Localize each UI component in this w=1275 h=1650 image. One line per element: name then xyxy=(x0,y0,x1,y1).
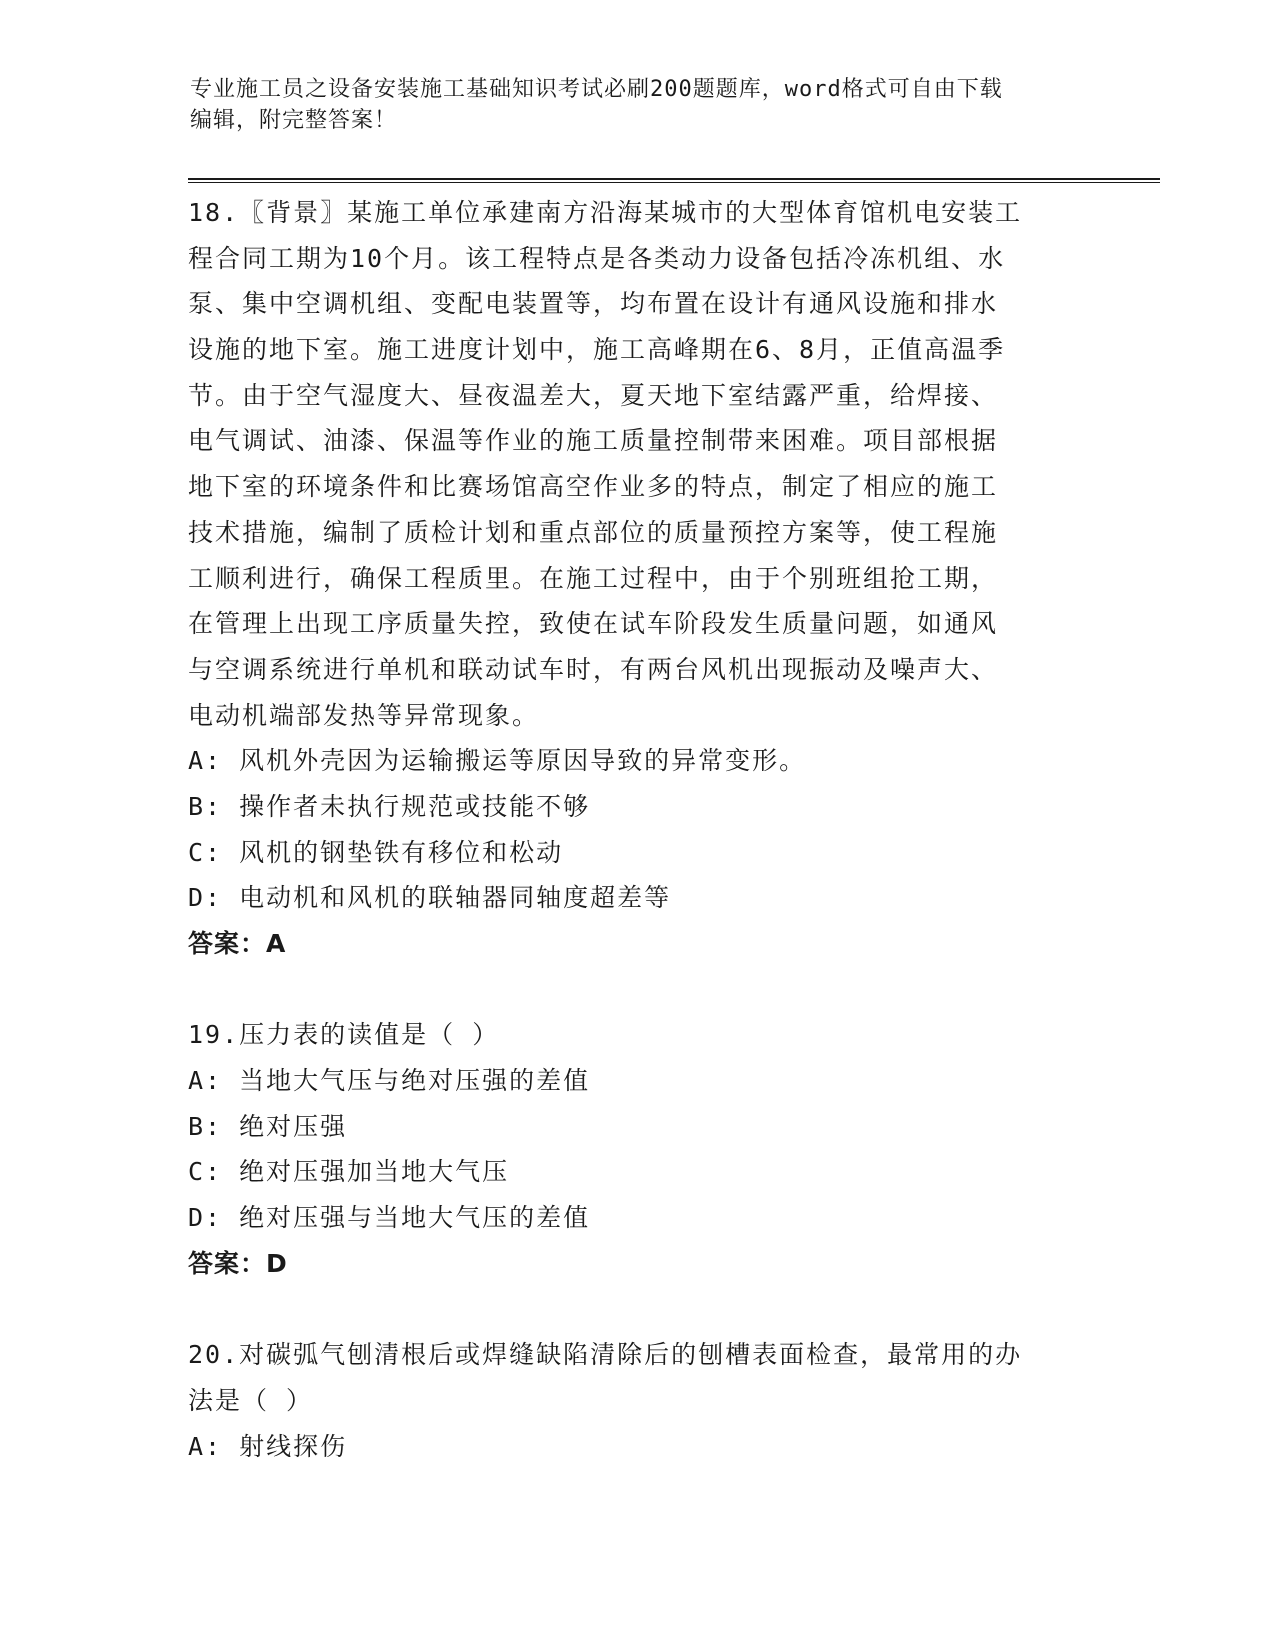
question-stem-line: 在管理上出现工序质量失控，致使在试车阶段发生质量问题，如通风 xyxy=(188,609,999,639)
question-stem-line: 泵、集中空调机组、变配电装置等，均布置在设计有通风设施和排水 xyxy=(188,289,999,319)
question-stem-line: 电气调试、油漆、保温等作业的施工质量控制带来困难。项目部根据 xyxy=(188,426,999,456)
question-spacer xyxy=(188,1287,1088,1333)
question-stem-line: 法是（ ） xyxy=(188,1385,314,1415)
answer-label: 答案：A xyxy=(188,929,287,958)
question-list xyxy=(188,190,1088,1469)
header-line-1: 专业施工员之设备安装施工基础知识考试必刷200题题库，word格式可自由下载 xyxy=(190,77,1003,102)
question-20 xyxy=(188,1332,1088,1469)
option-b: B: 绝对压强 xyxy=(188,1111,348,1141)
question-19 xyxy=(188,1012,1088,1286)
header-line-2: 编辑，附完整答案！ xyxy=(190,108,398,133)
option-c: C: 风机的钢垫铁有移位和松动 xyxy=(188,837,564,867)
question-stem-line: 18.〖背景〗某施工单位承建南方沿海某城市的大型体育馆机电安装工 xyxy=(188,198,1023,227)
question-spacer xyxy=(188,967,1088,1013)
option-d: D: 电动机和风机的联轴器同轴度超差等 xyxy=(188,883,672,913)
option-a: A: 当地大气压与绝对压强的差值 xyxy=(188,1066,591,1096)
question-stem-line: 节。由于空气湿度大、昼夜温差大，夏天地下室结露严重，给焊接、 xyxy=(188,380,999,410)
option-a: A: 射线探伤 xyxy=(188,1431,348,1461)
question-stem-line: 19.压力表的读值是（ ） xyxy=(188,1020,500,1050)
question-stem-line: 地下室的环境条件和比赛场馆高空作业多的特点，制定了相应的施工 xyxy=(188,472,999,502)
question-stem-line: 工顺利进行，确保工程质里。在施工过程中，由于个别班组抢工期， xyxy=(188,563,999,593)
question-stem-line: 与空调系统进行单机和联动试车时，有两台风机出现振动及噪声大、 xyxy=(188,654,999,684)
question-stem-line: 电动机端部发热等异常现象。 xyxy=(188,700,540,730)
option-a: A: 风机外壳因为运输搬运等原因导致的异常变形。 xyxy=(188,746,807,776)
question-18 xyxy=(188,190,1088,967)
question-stem-line: 程合同工期为10个月。该工程特点是各类动力设备包括冷冻机组、水 xyxy=(188,243,1006,273)
question-stem-line: 设施的地下室。施工进度计划中，施工高峰期在6、8月，正值高温季 xyxy=(188,335,1006,365)
option-b: B: 操作者未执行规范或技能不够 xyxy=(188,791,591,821)
option-c: C: 绝对压强加当地大气压 xyxy=(188,1157,510,1187)
question-stem-line: 技术措施，编制了质检计划和重点部位的质量预控方案等，使工程施 xyxy=(188,517,999,547)
header-divider xyxy=(188,178,1160,183)
document-header xyxy=(190,74,1090,136)
question-stem-line: 20.对碳弧气刨清根后或焊缝缺陷清除后的刨槽表面检查，最常用的办 xyxy=(188,1340,1023,1370)
option-d: D: 绝对压强与当地大气压的差值 xyxy=(188,1203,591,1233)
answer-label: 答案：D xyxy=(188,1248,288,1278)
